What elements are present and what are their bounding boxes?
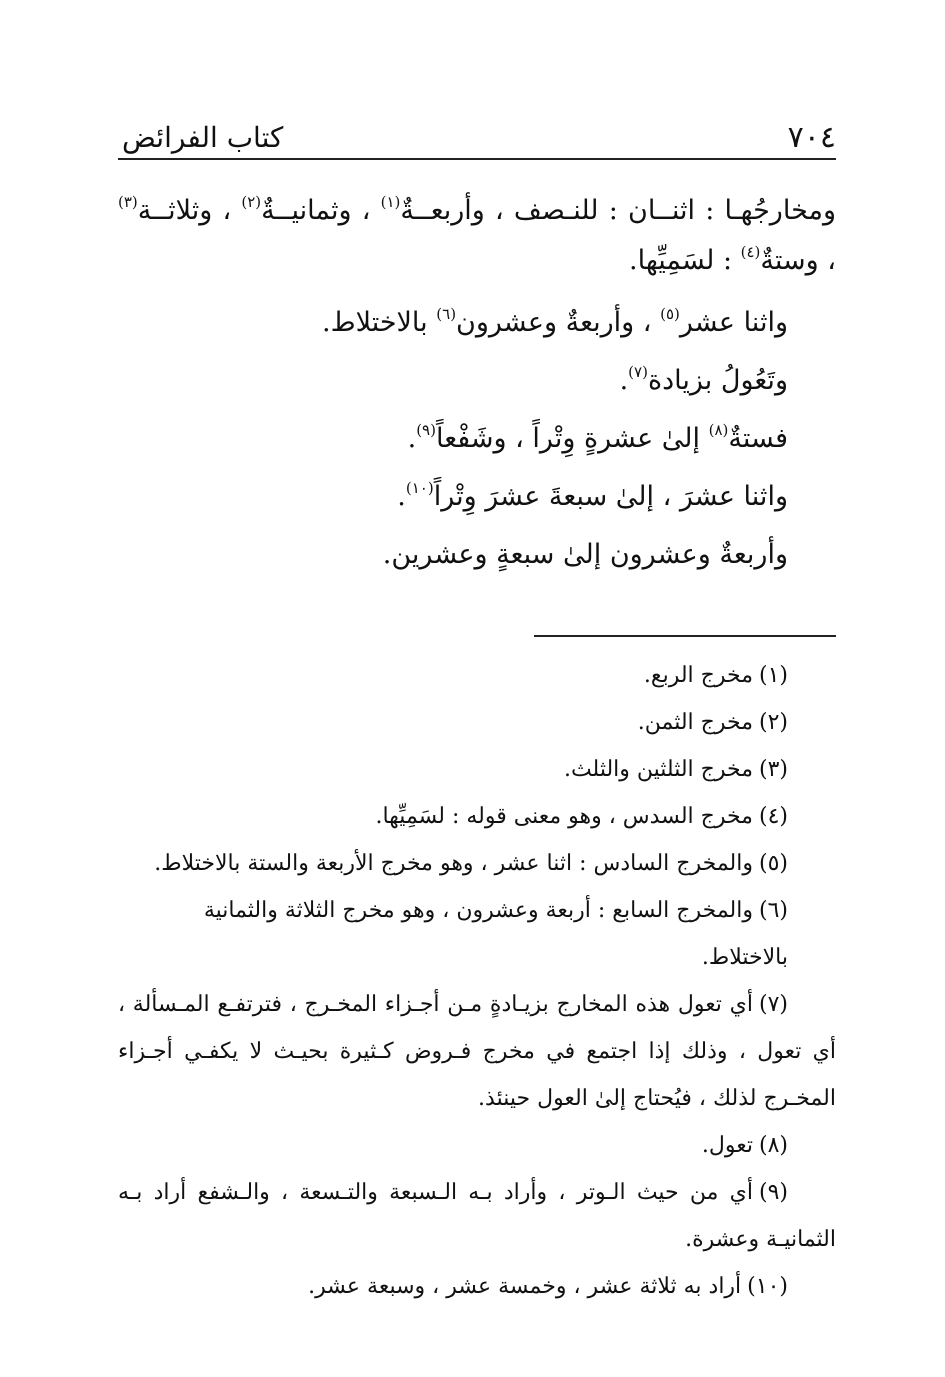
footnote bbox=[118, 746, 836, 793]
footnote-separator bbox=[534, 635, 836, 637]
footnotes bbox=[118, 652, 836, 1310]
footnote-number: (٦) bbox=[758, 898, 788, 923]
footnote-number: (١٠) bbox=[747, 1274, 788, 1299]
verse-line bbox=[118, 294, 836, 352]
footnote-text: أي من حيث الـوتر ، وأراد بـه الـسبعة والتـسعة ، والـشفع أراد بـه الثمانيـة وعشرة. bbox=[118, 1180, 836, 1252]
verse-text: إلىٰ عشرةٍ وِتْراً ، وشَفْعاً bbox=[435, 423, 709, 454]
verse-text: ، وأربعةٌ وعشرون bbox=[456, 307, 661, 338]
page-number: ٧٠٤ bbox=[787, 120, 836, 155]
intro-paragraph bbox=[118, 186, 836, 286]
footnote-ref: (٦) bbox=[436, 305, 457, 323]
running-title: كتاب الفرائض bbox=[122, 121, 284, 154]
footnote bbox=[118, 1263, 836, 1310]
verse-line bbox=[118, 526, 836, 584]
verse-text: بالاختلاط. bbox=[322, 307, 437, 338]
intro-text: ، وثلاثــة bbox=[137, 195, 242, 226]
verse-text: . bbox=[619, 365, 629, 396]
footnote-ref: (١٠) bbox=[405, 479, 434, 497]
intro-text: ، وستةٌ bbox=[760, 245, 836, 276]
verse-line bbox=[118, 352, 836, 410]
page-header bbox=[118, 118, 836, 160]
verse-text: فستةٌ bbox=[728, 423, 788, 454]
footnote-text: مخرج الثلثين والثلث. bbox=[563, 757, 753, 782]
main-text bbox=[118, 186, 836, 584]
footnote-number: (٧) bbox=[758, 992, 788, 1017]
footnote bbox=[118, 699, 836, 746]
footnote bbox=[118, 840, 836, 887]
footnote bbox=[118, 652, 836, 699]
verse-text: وتَعُولُ بزيادة bbox=[647, 365, 788, 396]
footnote bbox=[118, 1169, 836, 1263]
verse-line bbox=[118, 468, 836, 526]
footnote-text: والمخرج السابع : أربعة وعشرون ، وهو مخرج الثلاثة والثمانية بالاختلاط. bbox=[203, 898, 788, 970]
footnote-ref: (٧) bbox=[628, 363, 648, 381]
verse-text: . bbox=[397, 481, 406, 512]
footnote-number: (٢) bbox=[758, 710, 788, 735]
footnote-ref: (٩) bbox=[416, 421, 436, 439]
footnote-text: أي تعول هذه المخارج بزيـادةٍ مـن أجـزاء المخـرج ، فترتفـع المـسألة ، أي تعول ، وذلك إذا اجتمع في مخرج فـروض كـثيرة بحيـث لا يكفـي أجـزاء المخـرج لذلك ، فيُحتاج إلىٰ العول حينئذ. bbox=[118, 992, 836, 1111]
footnote-number: (١) bbox=[758, 663, 788, 688]
intro-text: ، وثمانيــةٌ bbox=[261, 195, 381, 226]
footnote bbox=[118, 981, 836, 1122]
footnote-text: مخرج السدس ، وهو معنى قوله : لسَمِيِّها. bbox=[375, 804, 753, 829]
footnote-ref: (٥) bbox=[660, 305, 680, 323]
footnote bbox=[118, 887, 836, 981]
verse-text: واثنا عشرَ ، إلىٰ سبعةَ عشرَ وِتْراً bbox=[433, 481, 788, 512]
verse-line bbox=[118, 410, 836, 468]
intro-text: ومخارجُهـا : اثنــان : للنـصف ، وأربعــةٌ bbox=[400, 195, 836, 226]
footnote-number: (٩) bbox=[758, 1180, 788, 1205]
footnote-text: مخرج الربع. bbox=[643, 663, 753, 688]
footnote-number: (٤) bbox=[758, 804, 788, 829]
footnote-ref: (٢) bbox=[241, 193, 262, 211]
footnote-text: والمخرج السادس : اثنا عشر ، وهو مخرج الأربعة والستة بالاختلاط. bbox=[154, 851, 753, 876]
footnote bbox=[118, 1122, 836, 1169]
intro-text: : لسَمِيِّها. bbox=[629, 245, 741, 276]
footnote-number: (٨) bbox=[758, 1133, 788, 1158]
footnote-ref: (٣) bbox=[118, 193, 138, 211]
footnote-ref: (١) bbox=[380, 193, 401, 211]
verse-text: وأربعةٌ وعشرون إلىٰ سبعةٍ وعشرين. bbox=[382, 539, 788, 570]
footnote-number: (٣) bbox=[758, 757, 788, 782]
footnote-text: مخرج الثمن. bbox=[637, 710, 753, 735]
footnote-ref: (٤) bbox=[740, 243, 761, 261]
verse-text: واثنا عشر bbox=[679, 307, 788, 338]
footnote-ref: (٨) bbox=[708, 421, 729, 439]
footnote-text: أراد به ثلاثة عشر ، وخمسة عشر ، وسبعة عشر. bbox=[308, 1274, 742, 1299]
footnote-text: تعول. bbox=[701, 1133, 753, 1158]
footnote-number: (٥) bbox=[758, 851, 788, 876]
verse-text: . bbox=[407, 423, 417, 454]
footnote bbox=[118, 793, 836, 840]
